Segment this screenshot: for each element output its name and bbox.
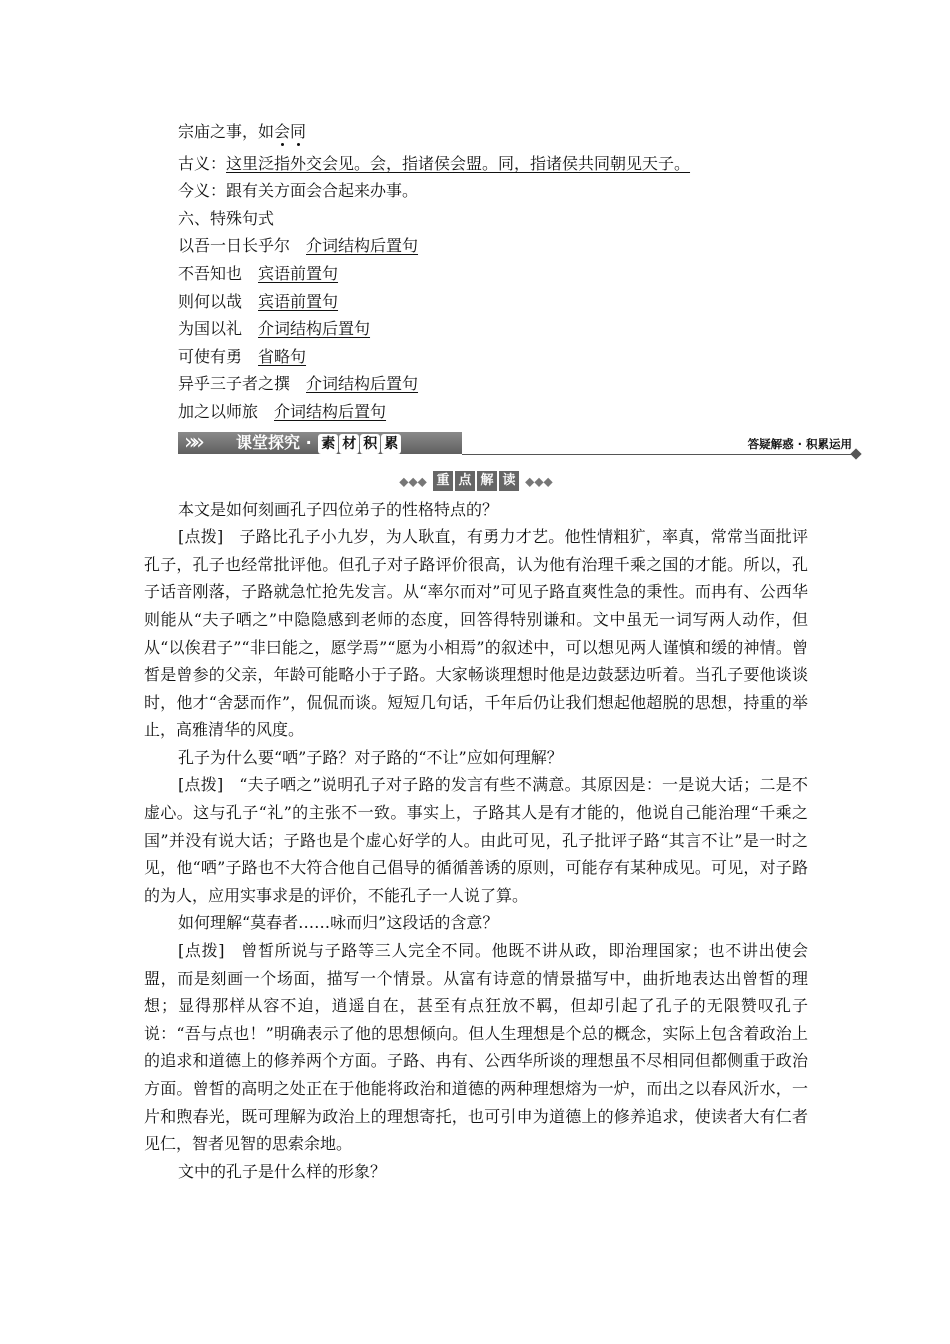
subtitle-box: 读 xyxy=(499,471,519,491)
question: 文中的孔子是什么样的形象？ xyxy=(178,1161,387,1181)
diamond-decoration-icon: ◆◆◆ xyxy=(399,474,427,489)
list-item xyxy=(144,370,808,398)
list-item xyxy=(144,398,808,426)
vocab-phrase xyxy=(144,118,808,146)
sentence-type: 宾语前置句 xyxy=(258,263,339,283)
sentence-type: 介词结构后置句 xyxy=(306,236,419,256)
subtitle-box: 重 xyxy=(433,471,453,491)
banner-right-label: 答疑解惑 · 积累运用 xyxy=(747,436,852,451)
list-item xyxy=(144,288,808,316)
diamond-decoration-icon: ◆◆◆ xyxy=(525,474,553,489)
sentence: 则何以哉 xyxy=(178,291,243,311)
answer-tag: [点拨] xyxy=(178,527,224,547)
answer-tag: [点拨] xyxy=(178,941,225,961)
list-item xyxy=(144,260,808,288)
sentence-type: 宾语前置句 xyxy=(258,291,339,311)
sentence: 以吾一日长乎尔 xyxy=(178,236,291,256)
answer xyxy=(144,523,808,744)
subtitle-box: 点 xyxy=(455,471,475,491)
banner-title xyxy=(236,432,401,454)
section-banner xyxy=(144,428,852,462)
list-item xyxy=(144,315,808,343)
question: 本文是如何刻画孔子四位弟子的性格特点的？ xyxy=(178,499,499,519)
modern-meaning: 今义：跟有关方面会合起来办事。 xyxy=(178,181,419,201)
question: 如何理解“莫春者……咏而归”这段话的含意？ xyxy=(178,913,499,933)
sentence-type: 介词结构后置句 xyxy=(306,374,419,394)
answer-tag: [点拨] xyxy=(178,775,224,795)
diamond-icon xyxy=(850,448,861,459)
banner-title-text: 课堂探究 · xyxy=(236,432,318,452)
ancient-text: 这里泛指外交会见。会，指诸侯会盟。同，指诸侯共同朝见天子。 xyxy=(226,153,691,173)
section-subtitle xyxy=(144,468,808,494)
sentence: 为国以礼 xyxy=(178,319,243,339)
banner-title-box: 素 xyxy=(318,434,338,454)
list-item xyxy=(144,232,808,260)
banner-title-box: 积 xyxy=(360,434,380,454)
banner-title-box: 累 xyxy=(381,434,401,454)
answer xyxy=(144,937,808,1158)
answer-text: 子路比孔子小九岁，为人耿直，有勇力才艺。他性情粗犷，率真，常常当面批评孔子，孔子也经常批评他。但孔子对子路评价很高，认为他有治理千乘之国的才能。所以，孔子话音刚落，子路就急忙抢先发言。从“率尔而对”可见子路直爽性急的秉性。而冉有、公西华则能从“夫子哂之”中隐隐感到老师的态度，回答得特别谦和。文中虽无一词写两人动作，但从“以俟君子”“非曰能之，愿学焉”“愿为小相焉”的叙述中，可以想见两人谨慎和缓的神情。曾皙是曾参的父亲，年龄可能略小于子路。大家畅谈理想时他是边鼓瑟边听着。当孔子要他谈谈时，他才“舍瑟而作”，侃侃而谈。短短几句话，千年后仍让我们想起他超脱的思想，持重的举止，高雅清华的风度。 xyxy=(144,527,808,740)
answer xyxy=(144,771,808,909)
subtitle-box: 解 xyxy=(477,471,497,491)
banner-title-box: 材 xyxy=(339,434,359,454)
answer-text: “夫子哂之”说明孔子对子路的发言有些不满意。其原因是：一是说大话；二是不虚心。这与孔子“礼”的主张不一致。事实上，子路其人是有才能的，他说自己能治理“千乘之国”并没有说大话；子路也是个虚心好学的人。由此可见，孔子批评子路“其言不让”是一时之见，他“哂”子路也不大符合他自己倡导的循循善诱的原则，可能存有某种成见。可见，对子路的为人，应用实事求是的评价，不能孔子一人说了算。 xyxy=(144,775,808,905)
sentence: 可使有勇 xyxy=(178,346,243,366)
special-sentence-list xyxy=(144,232,808,425)
sentence: 加之以师旅 xyxy=(178,401,259,421)
dotted-char: 会 xyxy=(274,122,291,141)
vocab-phrase-text: 宗庙之事，如 xyxy=(178,122,275,141)
chevron-right-icon: »» xyxy=(184,429,199,455)
question: 孔子为什么要“哂”子路？对子路的“不让”应如何理解？ xyxy=(178,747,563,767)
answer-text: 曾皙所说与子路等三人完全不同。他既不讲从政，即治理国家；也不讲出使会盟，而是刻画一个场面，描写一个情景。从富有诗意的情景描写中，曲折地表达出曾皙的理想；显得那样从容不迫，逍遥自在，甚至有点狂放不羁，但却引起了孔子的无限赞叹孔子说：“吾与点也！”明确表示了他的思想倾向。但人生理想是个总的概念，实际上包含着政治上的追求和道德上的修养两个方面。子路、冉有、公西华所谈的理想虽不尽相同但都侧重于政治方面。曾皙的高明之处正在于他能将政治和道德的两种理想熔为一炉，而出之以春风沂水，一片和煦春光，既可理解为政治上的理想寄托，也可引申为道德上的修养追求，使读者大有仁者见仁，智者见智的思索余地。 xyxy=(144,941,808,1154)
ancient-meaning xyxy=(144,150,808,178)
sentence-type: 介词结构后置句 xyxy=(258,319,371,339)
dotted-char: 同 xyxy=(290,122,307,141)
page-content xyxy=(144,118,852,1185)
ancient-label: 古义： xyxy=(178,153,227,173)
list-item xyxy=(144,343,808,371)
sentence: 不吾知也 xyxy=(178,263,243,283)
sentence-type: 介词结构后置句 xyxy=(274,401,387,421)
section-heading: 六、特殊句式 xyxy=(178,208,275,228)
sentence: 异乎三子者之撰 xyxy=(178,374,291,394)
sentence-type: 省略句 xyxy=(258,346,307,366)
banner-divider xyxy=(462,454,854,455)
